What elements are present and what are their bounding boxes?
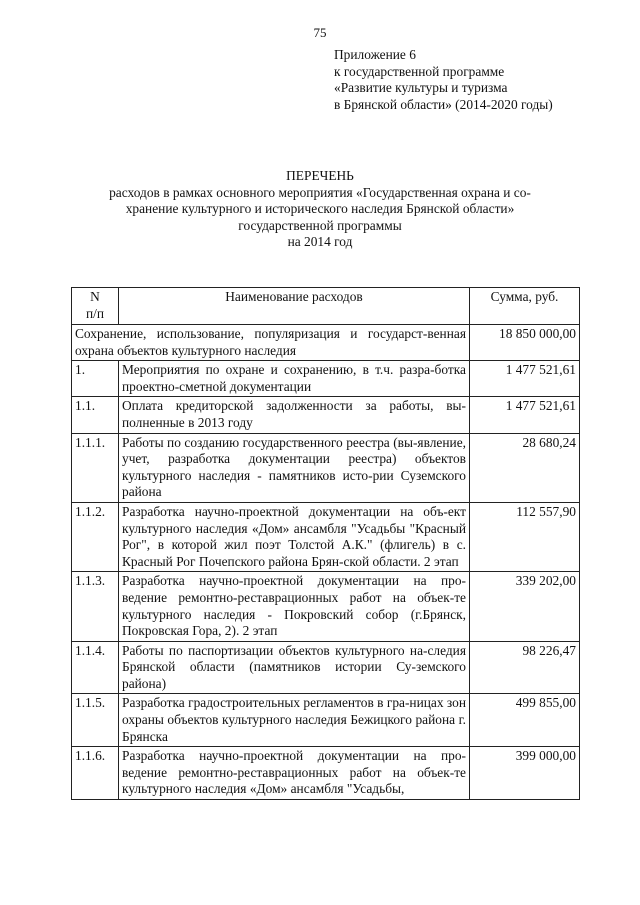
row-name: Разработка научно-проектной документации на про-ведение ремонтно-реставрационных работ на объек-те культурного наследия «Дом» ансамбля "Усадьбы, (119, 747, 470, 800)
row-sum: 399 000,00 (470, 747, 580, 800)
row-sum: 28 680,24 (470, 433, 580, 502)
table-row (72, 433, 580, 502)
total-name: Сохранение, использование, популяризация и государст-венная охрана объектов культурного наследия (72, 325, 470, 361)
row-number: 1.1. (72, 397, 119, 433)
heading-line: хранение культурного и исторического наследия Брянской области» (125, 201, 515, 216)
appendix-line: к государственной программе (334, 63, 505, 79)
total-sum: 18 850 000,00 (470, 325, 580, 361)
table-row (72, 572, 580, 641)
row-number: 1.1.2. (72, 502, 119, 571)
appendix-line: Приложение 6 (334, 47, 416, 62)
row-sum: 112 557,90 (470, 502, 580, 571)
appendix-line: в Брянской области» (2014-2020 годы) (334, 96, 553, 112)
heading-line: расходов в рамках основного мероприятия «Государственная охрана и со- (109, 184, 531, 200)
row-name: Работы по созданию государственного реестра (вы-явление, учет, разработка документации реестра) объектов культурного наследия - памятников исто-рии Суземского района (119, 433, 470, 502)
row-sum: 339 202,00 (470, 572, 580, 641)
row-number: 1.1.3. (72, 572, 119, 641)
row-name: Оплата кредиторской задолженности за работы, вы-полненные в 2013 году (119, 397, 470, 433)
header-name: Наименование расходов (119, 288, 470, 325)
header-number-line1: N (90, 289, 100, 304)
appendix-line: «Развитие культуры и туризма (334, 80, 508, 95)
header-sum: Сумма, руб. (470, 288, 580, 325)
heading-line: на 2014 год (287, 234, 353, 249)
row-sum: 1 477 521,61 (470, 361, 580, 397)
expenses-table (71, 287, 580, 800)
table-row (72, 361, 580, 397)
row-number: 1.1.4. (72, 641, 119, 694)
row-name: Работы по паспортизации объектов культурного на-следия Брянской области (памятников истории Су-земского района) (119, 641, 470, 694)
heading-title: ПЕРЕЧЕНЬ (286, 168, 354, 183)
row-sum: 1 477 521,61 (470, 397, 580, 433)
header-number (72, 288, 119, 325)
row-sum: 499 855,00 (470, 694, 580, 747)
row-sum: 98 226,47 (470, 641, 580, 694)
table-total-row (72, 325, 580, 361)
table-header-row (72, 288, 580, 325)
row-name: Разработка научно-проектной документации на объ-ект культурного наследия «Дом» ансамбля "Усадьбы "Красный Рог", в которой жил поэт Толстой А.К." (флигель) в с. Красный Рог Почепского района Брян-ской области. 2 этап (119, 502, 470, 571)
row-number: 1.1.5. (72, 694, 119, 747)
header-number-line2: п/п (85, 305, 105, 321)
appendix-note (334, 47, 553, 113)
heading-line: государственной программы (238, 217, 402, 233)
row-number: 1.1.1. (72, 433, 119, 502)
table-row (72, 747, 580, 800)
table-row (72, 694, 580, 747)
table-row (72, 397, 580, 433)
table-row (72, 641, 580, 694)
table-row (72, 502, 580, 571)
document-heading (60, 168, 580, 251)
page-number: 75 (313, 25, 327, 40)
row-number: 1. (72, 361, 119, 397)
row-name: Мероприятия по охране и сохранению, в т.ч. разра-ботка проектно-сметной документации (119, 361, 470, 397)
row-number: 1.1.6. (72, 747, 119, 800)
row-name: Разработка научно-проектной документации на про-ведение ремонтно-реставрационных работ на объек-те культурного наследия - Покровский собор (г.Брянск, Покровская Гора, 2). 2 этап (119, 572, 470, 641)
row-name: Разработка градостроительных регламентов в гра-ницах зон охраны объектов культурного наследия Бежицкого района г. Брянска (119, 694, 470, 747)
